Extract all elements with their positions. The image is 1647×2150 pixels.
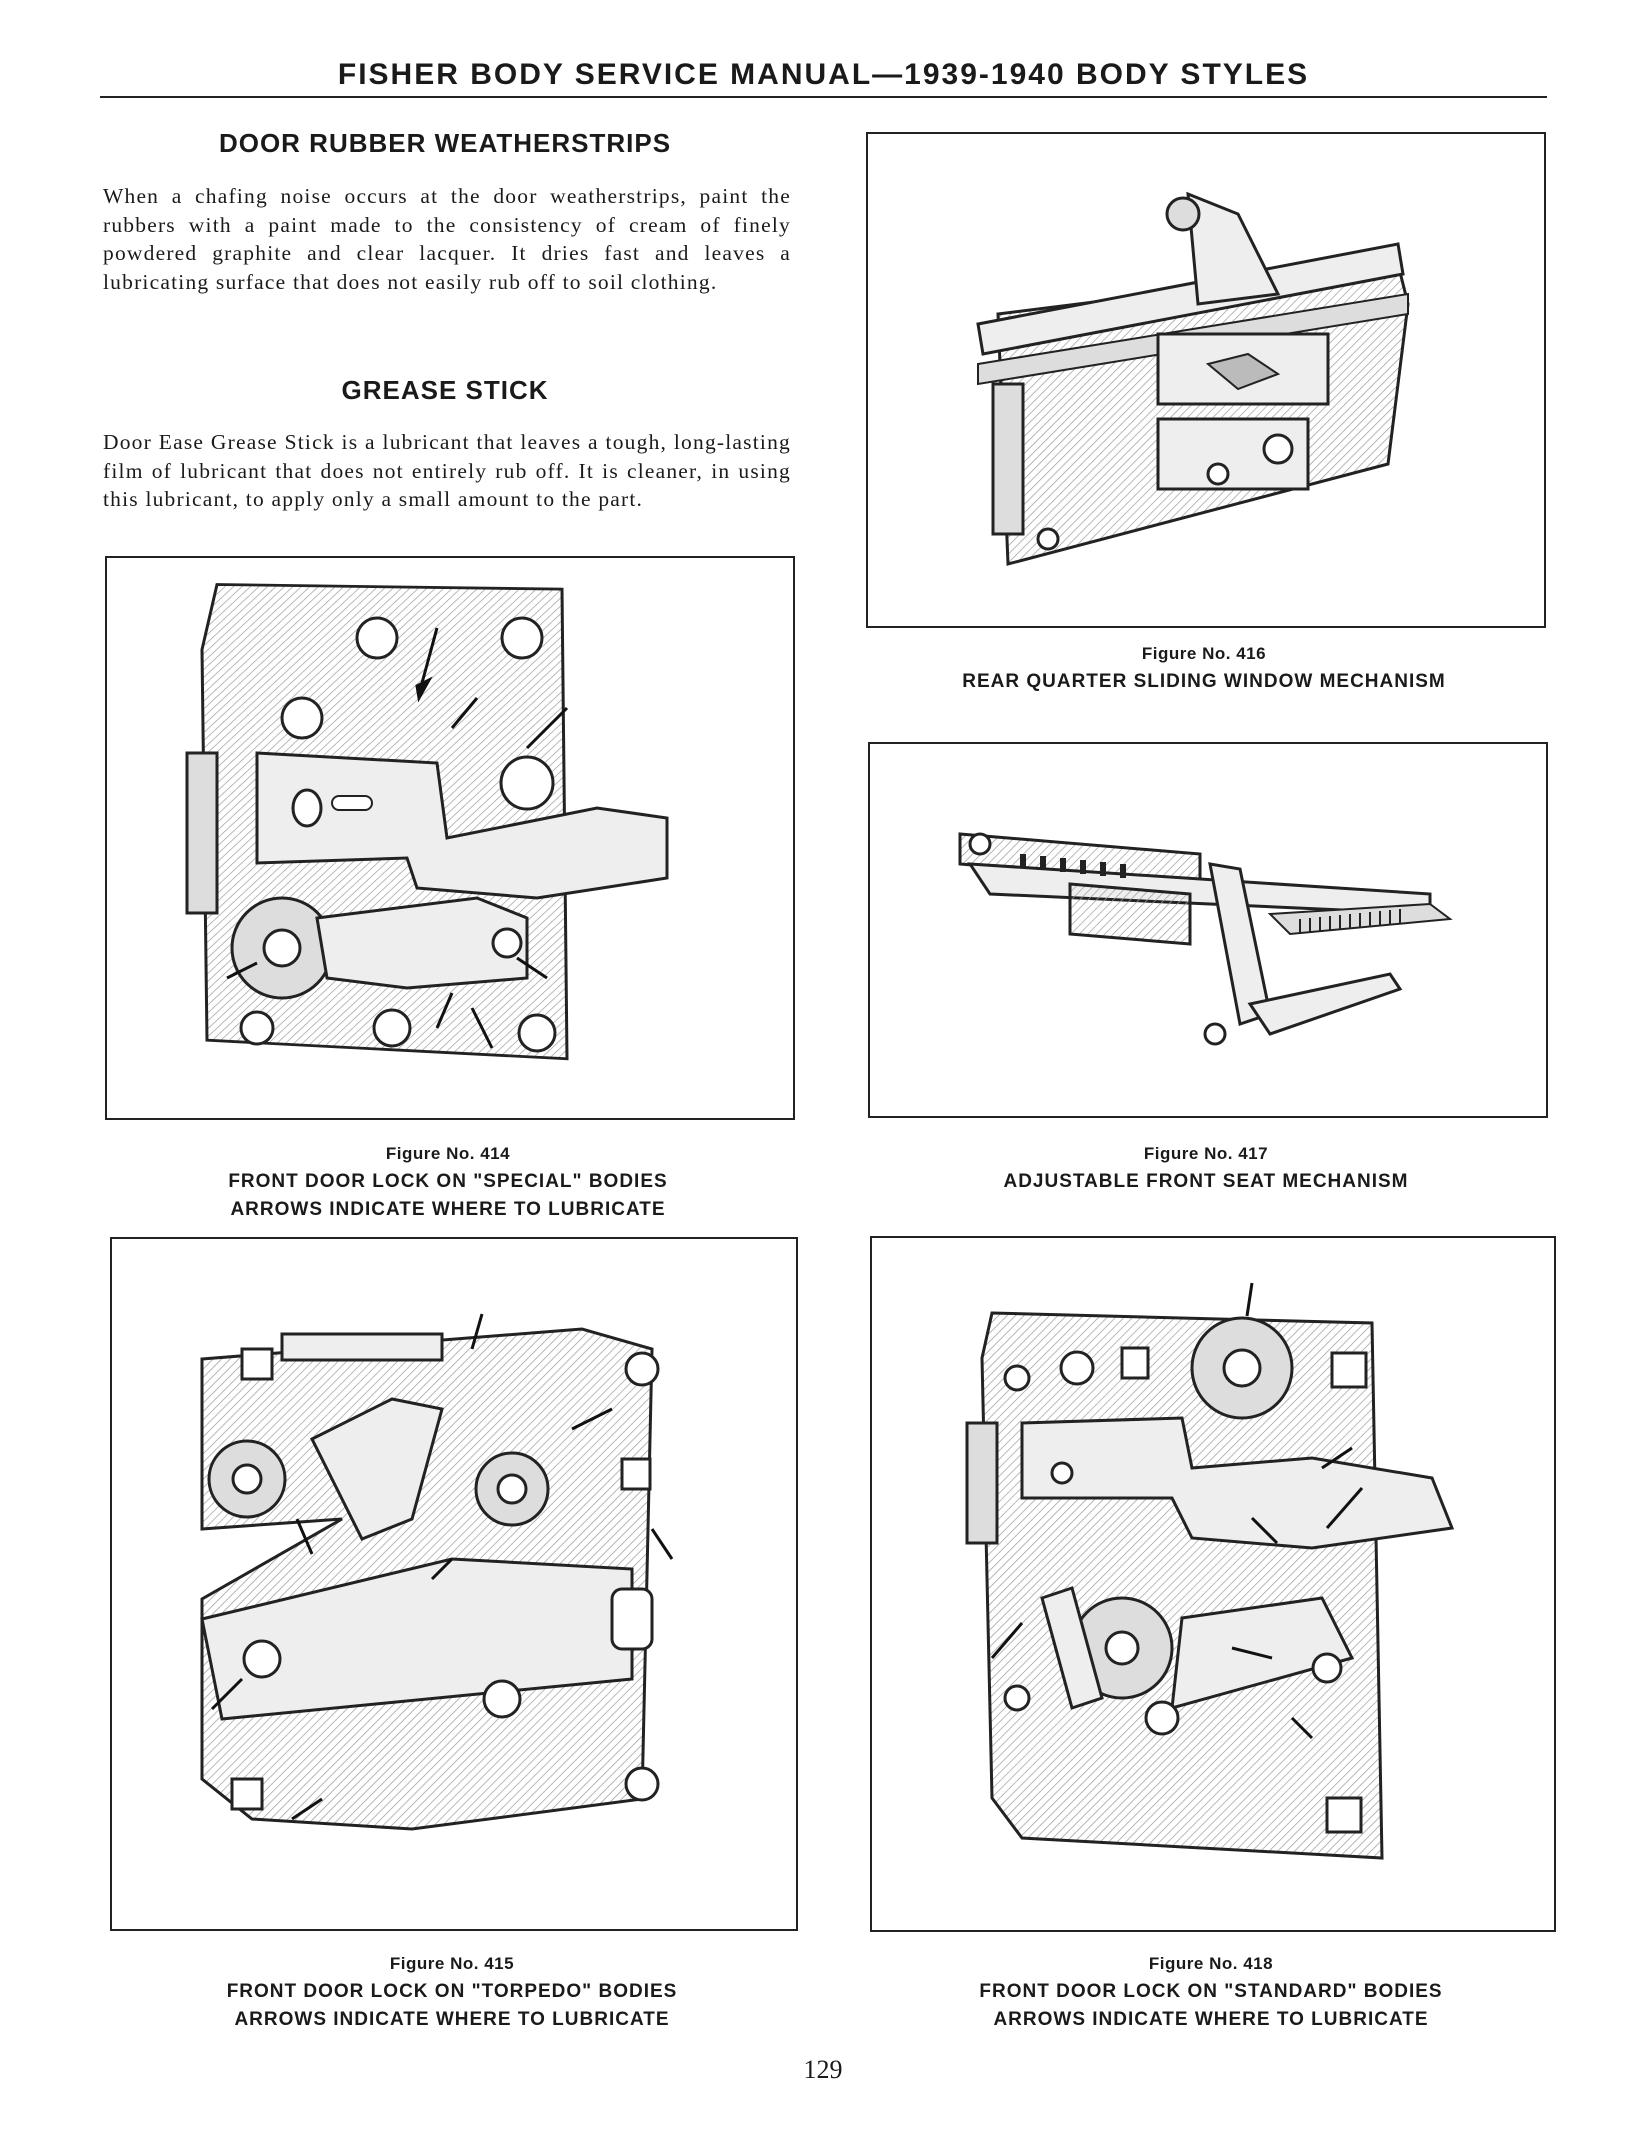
- paragraph-weatherstrips: When a chafing noise occurs at the door weatherstrips, paint the rubbers with a paint made to the consistency of cream of finely powdered graphite and clear lacquer. It dries fast and leaves a lubricating surface that does not easily rub off to soil clothing.: [103, 184, 791, 294]
- figure-418-number: Figure No. 418: [1148, 1954, 1274, 1973]
- figure-416-caption: [866, 640, 1542, 696]
- figure-415-illustration: [110, 1237, 798, 1931]
- figure-418-note: ARROWS INDICATE WHERE TO LUBRICATE: [993, 2009, 1429, 2030]
- figure-416-illustration: [866, 132, 1546, 628]
- figure-415-number: Figure No. 415: [389, 1954, 515, 1973]
- figure-414-title: FRONT DOOR LOCK ON "SPECIAL" BODIES: [228, 1171, 668, 1192]
- header-rule: [100, 96, 1547, 98]
- figure-418-caption: [870, 1950, 1552, 2034]
- figure-414-note: ARROWS INDICATE WHERE TO LUBRICATE: [230, 1199, 666, 1220]
- figure-415-title: FRONT DOOR LOCK ON "TORPEDO" BODIES: [226, 1981, 678, 2002]
- paragraph-grease-stick: Door Ease Grease Stick is a lubricant that leaves a tough, long-lasting film of lubricant that does not entirely rub off. It is cleaner, in using this lubricant, to apply only a small amount to the part.: [103, 430, 791, 511]
- figure-414-illustration: [105, 556, 795, 1120]
- figure-416-title: REAR QUARTER SLIDING WINDOW MECHANISM: [962, 671, 1446, 692]
- section-title-grease-stick: GREASE STICK: [341, 375, 549, 405]
- page-number: 129: [803, 2055, 843, 2084]
- figure-414-number: Figure No. 414: [385, 1144, 511, 1163]
- figure-417-illustration: [868, 742, 1548, 1118]
- figure-414-caption: [105, 1140, 791, 1224]
- figure-417-number: Figure No. 417: [1143, 1144, 1269, 1163]
- section-title-weatherstrips: DOOR RUBBER WEATHERSTRIPS: [218, 128, 672, 158]
- page-header: FISHER BODY SERVICE MANUAL—1939-1940 BODY STYLES: [337, 58, 1310, 91]
- figure-418-title: FRONT DOOR LOCK ON "STANDARD" BODIES: [979, 1981, 1443, 2002]
- figure-417-title: ADJUSTABLE FRONT SEAT MECHANISM: [1003, 1171, 1409, 1192]
- figure-418-illustration: [870, 1236, 1556, 1932]
- figure-416-number: Figure No. 416: [1141, 644, 1267, 663]
- figure-417-caption: [868, 1140, 1544, 1196]
- figure-415-caption: [110, 1950, 794, 2034]
- figure-415-note: ARROWS INDICATE WHERE TO LUBRICATE: [234, 2009, 670, 2030]
